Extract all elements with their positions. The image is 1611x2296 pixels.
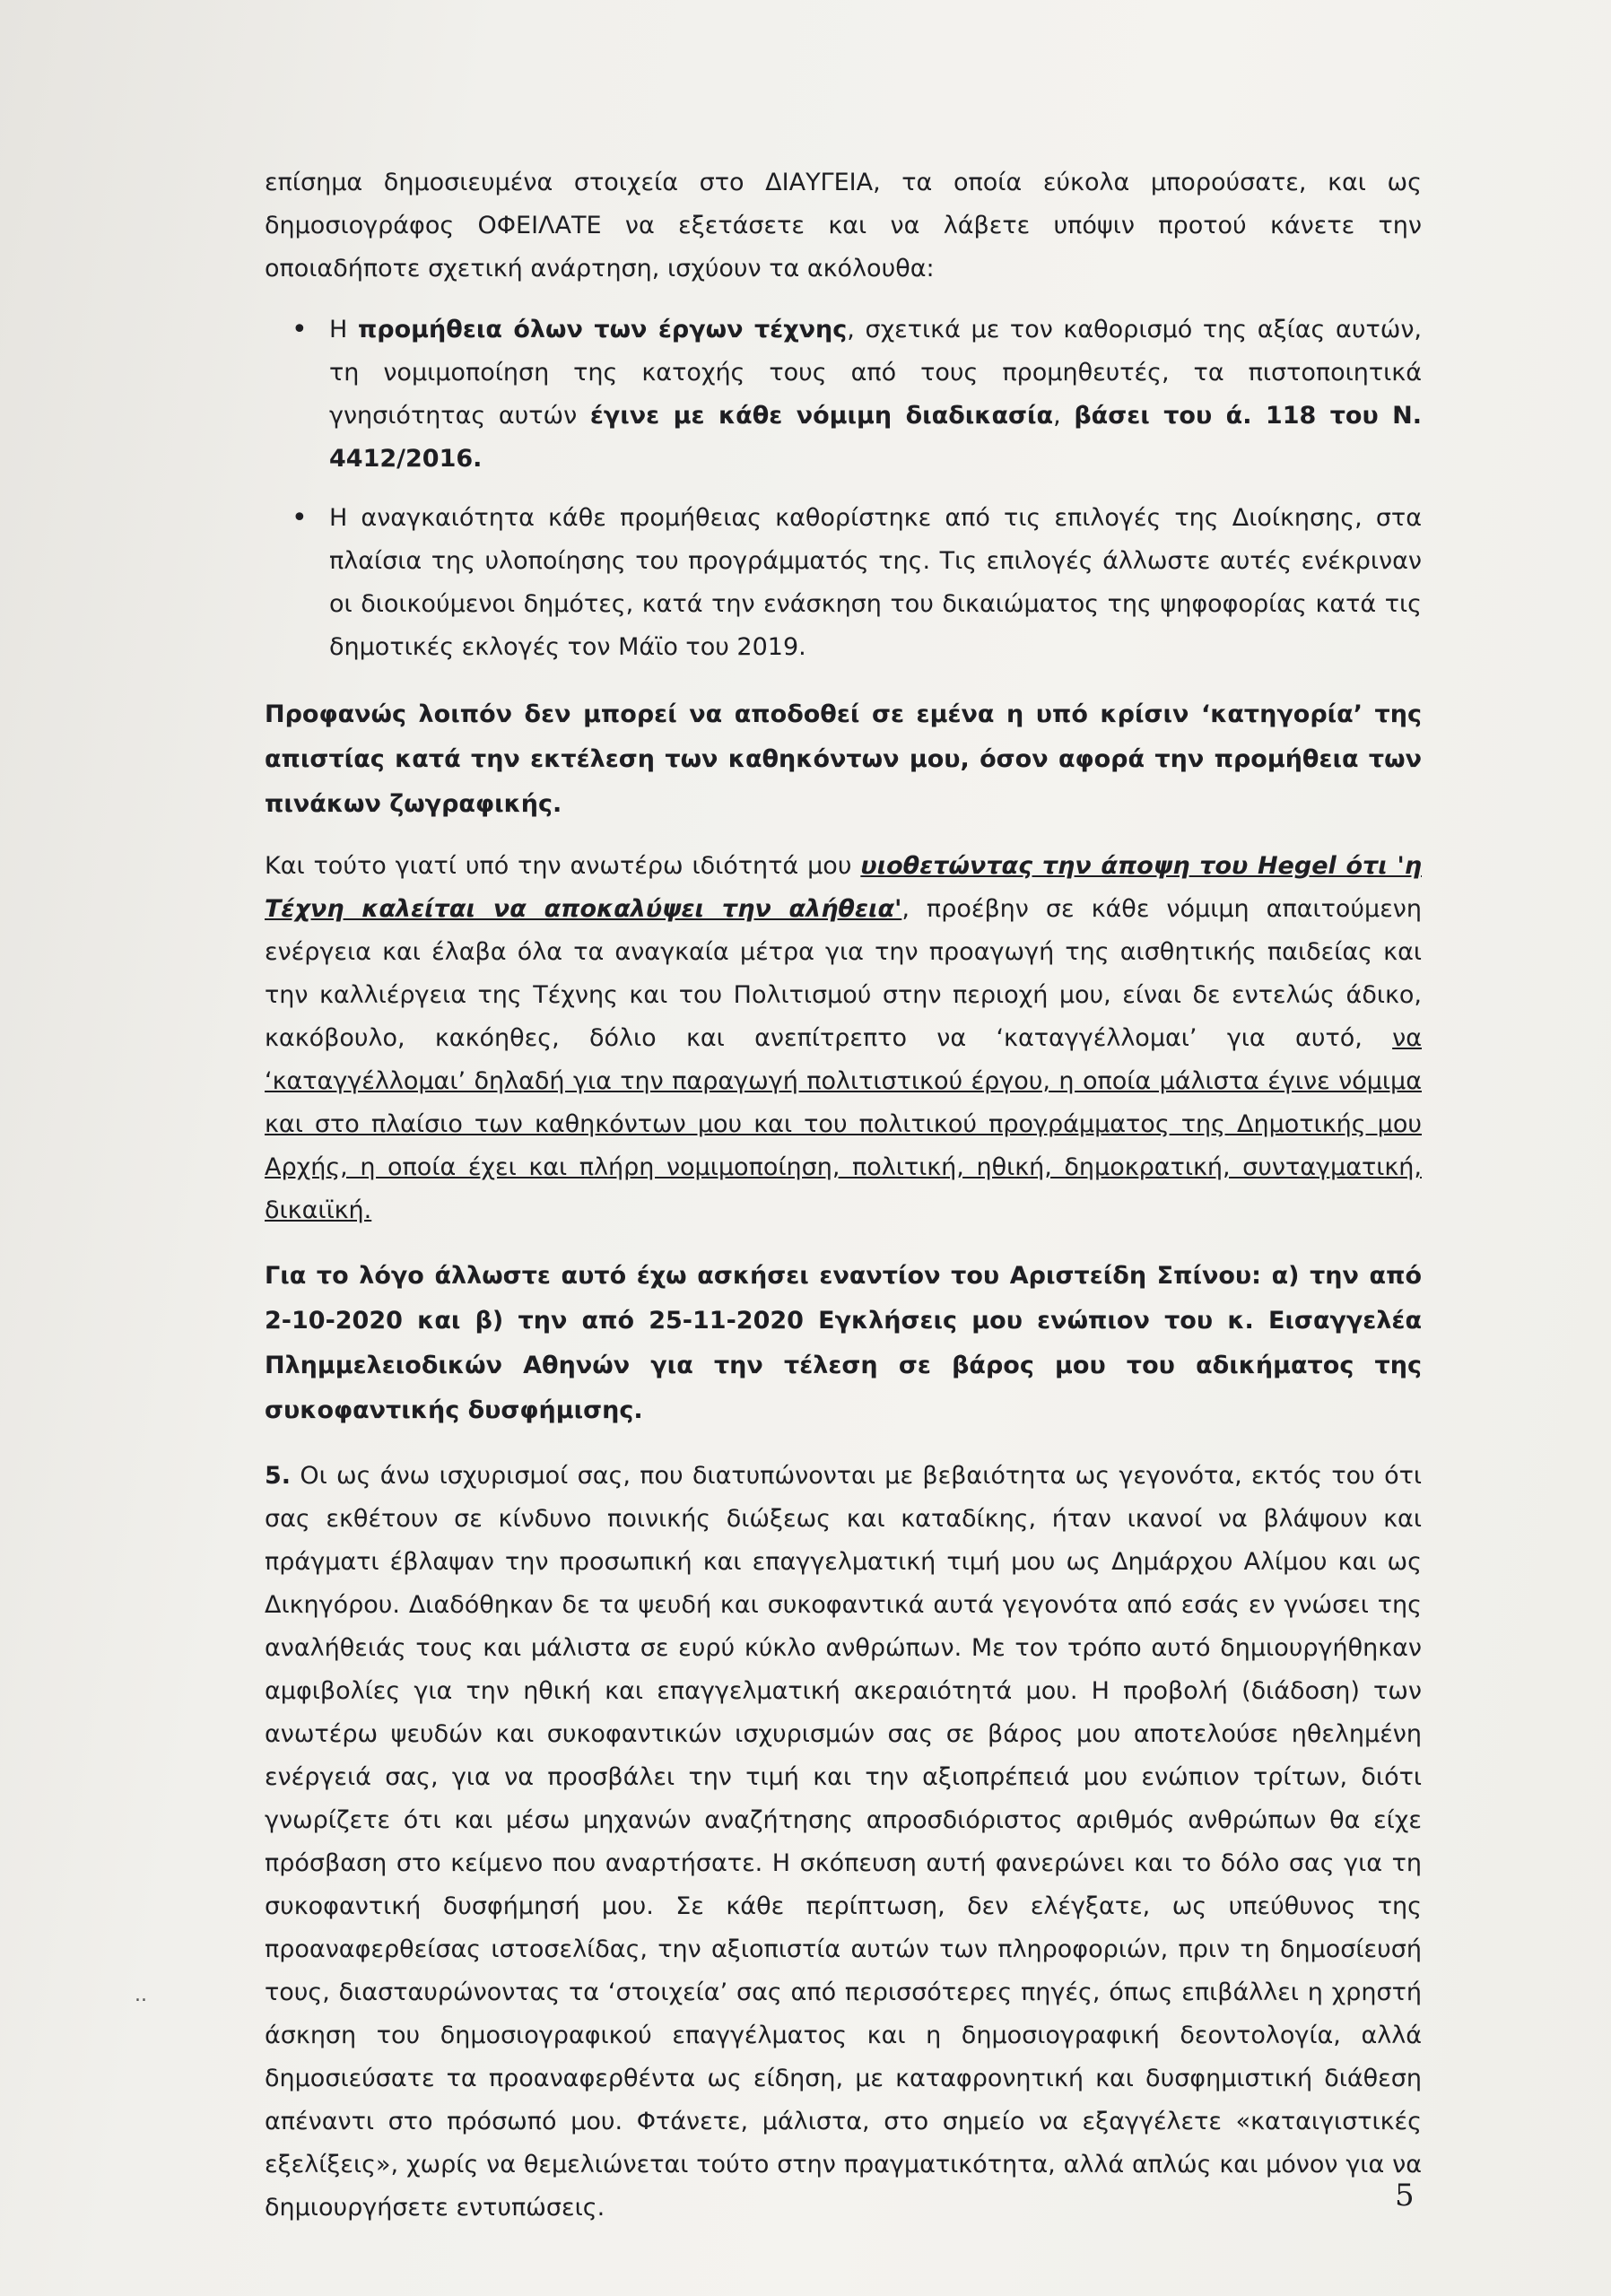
section-5-number: 5.: [265, 1462, 292, 1490]
bullet1-bold-law: βάσει του ά. 118 του Ν. 4412/2016.: [329, 402, 1423, 473]
complaints-paragraph: Για το λόγο άλλωστε αυτό έχω ασκήσει εναντίον του Αριστείδη Σπίνου: α) την από 2-10-2020 και β) την από 25-11-2020 Εγκλήσεις μου ενώπιον του κ. Εισαγγελέα Πλημμελειοδικών Αθηνών για την τέλεση σε βάρος μου του αδικήματος της συκοφαντικής δυσφήμισης.: [265, 1262, 1422, 1424]
margin-marks: ..: [135, 1984, 147, 2006]
bullet1-lead: Η: [329, 316, 358, 344]
document-body: [265, 161, 1422, 2248]
conclusion-paragraph: Προφανώς λοιπόν δεν μπορεί να αποδοθεί σε εμένα η υπό κρίσιν ‘κατηγορία’ της απιστίας κατά την εκτέλεση των καθηκόντων μου, όσον αφορά την προμήθεια των πινάκων ζωγραφικής.: [265, 700, 1422, 818]
hegel-underlined: να ‘καταγγέλλομαι’ δηλαδή για την παραγωγή πολιτιστικού έργου, η οποία μάλιστα έγινε νόμιμα και στο πλαίσιο των καθηκόντων μου και του πολιτικού προγράμματος της Δημοτικής μου Αρχής, η οποία έχει και πλήρη νομιμοποίηση, πολιτική, ηθική, δημοκρατική, συνταγματική, δικαιϊκή.: [265, 1024, 1422, 1224]
hegel-quote: υιοθετώντας την άποψη του Hegel ότι 'η Τέχνη καλείται να αποκαλύψει την αλήθεια': [265, 852, 1422, 923]
hegel-paragraph: [265, 845, 1422, 1232]
bullet1-bold-procurement: προμήθεια όλων των έργων τέχνης: [357, 316, 848, 344]
bullet-item-procurement: [329, 309, 1422, 481]
hegel-mid: , προέβην σε κάθε νόμιμη απαιτούμενη ενέργεια και έλαβα όλα τα αναγκαία μέτρα για την προαγωγή της αισθητικής παιδείας και την καλλιέργεια της Τέχνης και του Πολιτισμού στην περιοχή μου, είναι δε εντελώς άδικο, κακόβουλο, κακόηθες, δόλιο και ανεπίτρεπτο να ‘καταγγέλλομαι’ για αυτό,: [265, 895, 1422, 1052]
bullet-item-necessity: • Η αναγκαιότητα κάθε προμήθειας καθορίστηκε από τις επιλογές της Διοίκησης, στα πλαίσια της υλοποίησης του προγράμματός της. Τις επιλογές άλλωστε αυτές ενέκριναν οι διοικούμενοι δημότες, κατά την ενάσκηση του δικαιώματος της ψηφοφορίας κατά τις δημοτικές εκλογές τον Μάϊο του 2019.: [329, 497, 1422, 669]
bullet1-bold-legal: έγινε με κάθε νόμιμη διαδικασία: [589, 402, 1054, 430]
section-5-text: Οι ως άνω ισχυρισμοί σας, που διατυπώνονται με βεβαιότητα ως γεγονότα, εκτός του ότι σας εκθέτουν σε κίνδυνο ποινικής διώξεως και καταδίκης, ήταν ικανοί να βλάψουν και πράγματι έβλαψαν την προσωπική και επαγγελματική τιμή μου ως Δημάρχου Αλίμου και ως Δικηγόρου. Διαδόθηκαν δε τα ψευδή και συκοφαντικά αυτά γεγονότα από εσάς εν γνώσει της αναλήθειάς τους και μάλιστα σε ευρύ κύκλο ανθρώπων. Με τον τρόπο αυτό δημιουργήθηκαν αμφιβολίες για την ηθική και επαγγελματική ακεραιότητά μου. Η προβολή (διάδοση) των ανωτέρω ψευδών και συκοφαντικών ισχυρισμών σας σε βάρος μου αποτελούσε ηθελημένη ενέργειά σας, για να προσβάλει την τιμή και την αξιοπρέπειά μου ενώπιον τρίτων, διότι γνωρίζετε ότι και μέσω μηχανών αναζήτησης απροσδιόριστος αριθμός ανθρώπων θα είχε πρόσβαση στο κείμενο που αναρτήσατε. Η σκόπευση αυτή φανερώνει και το δόλο σας για τη συκοφαντική δυσφήμησή μου. Σε κάθε περίπτωση, δεν ελέγξατε, ως υπεύθυνος της προαναφερθείσας ιστοσελίδας, την αξιοπιστία αυτών των πληροφοριών, πριν τη δημοσίευσή τους, διασταυρώνοντας τα ‘στοιχεία’ σας από περισσότερες πηγές, όπως επιβάλλει η χρηστή άσκηση του δημοσιογραφικού επαγγέλματος και η δημοσιογραφική δεοντολογία, αλλά δημοσιεύσατε τα προαναφερθέντα ως είδηση, με καταφρονητική και δυσφημιστική διάθεση απέναντι στο πρόσωπό μου. Φτάνετε, μάλιστα, στο σημείο να εξαγγέλετε «καταιγιστικές εξελίξεις», χωρίς να θεμελιώνεται τούτο στην πραγματικότητα, αλλά απλώς και μόνον για να δημιουργήσετε εντυπώσεις.: [265, 1462, 1422, 2222]
bullet1-mid: , σχετικά με τον καθορισμό της αξίας αυτών, τη νομιμοποίηση της κατοχής τους από τους προμηθευτές, τα πιστοποιητικά γνησιότητας αυτών: [329, 316, 1422, 430]
bullet1-sep: ,: [1053, 402, 1075, 430]
section-5-paragraph: [265, 1455, 1422, 2230]
intro-paragraph: επίσημα δημοσιευμένα στοιχεία στο ΔΙΑΥΓΕΙΑ, τα οποία εύκολα μπορούσατε, και ως δημοσιογράφος ΟΦΕΙΛΑΤΕ να εξετάσετε και να λάβετε υπόψιν προτού κάνετε την οποιαδήποτε σχετική ανάρτηση, ισχύουν τα ακόλουθα:: [265, 169, 1422, 283]
page-number: 5: [1395, 2178, 1415, 2213]
hegel-lead: Και τούτο γιατί υπό την ανωτέρω ιδιότητά μου: [265, 852, 861, 880]
bullet-list: [265, 309, 1422, 669]
